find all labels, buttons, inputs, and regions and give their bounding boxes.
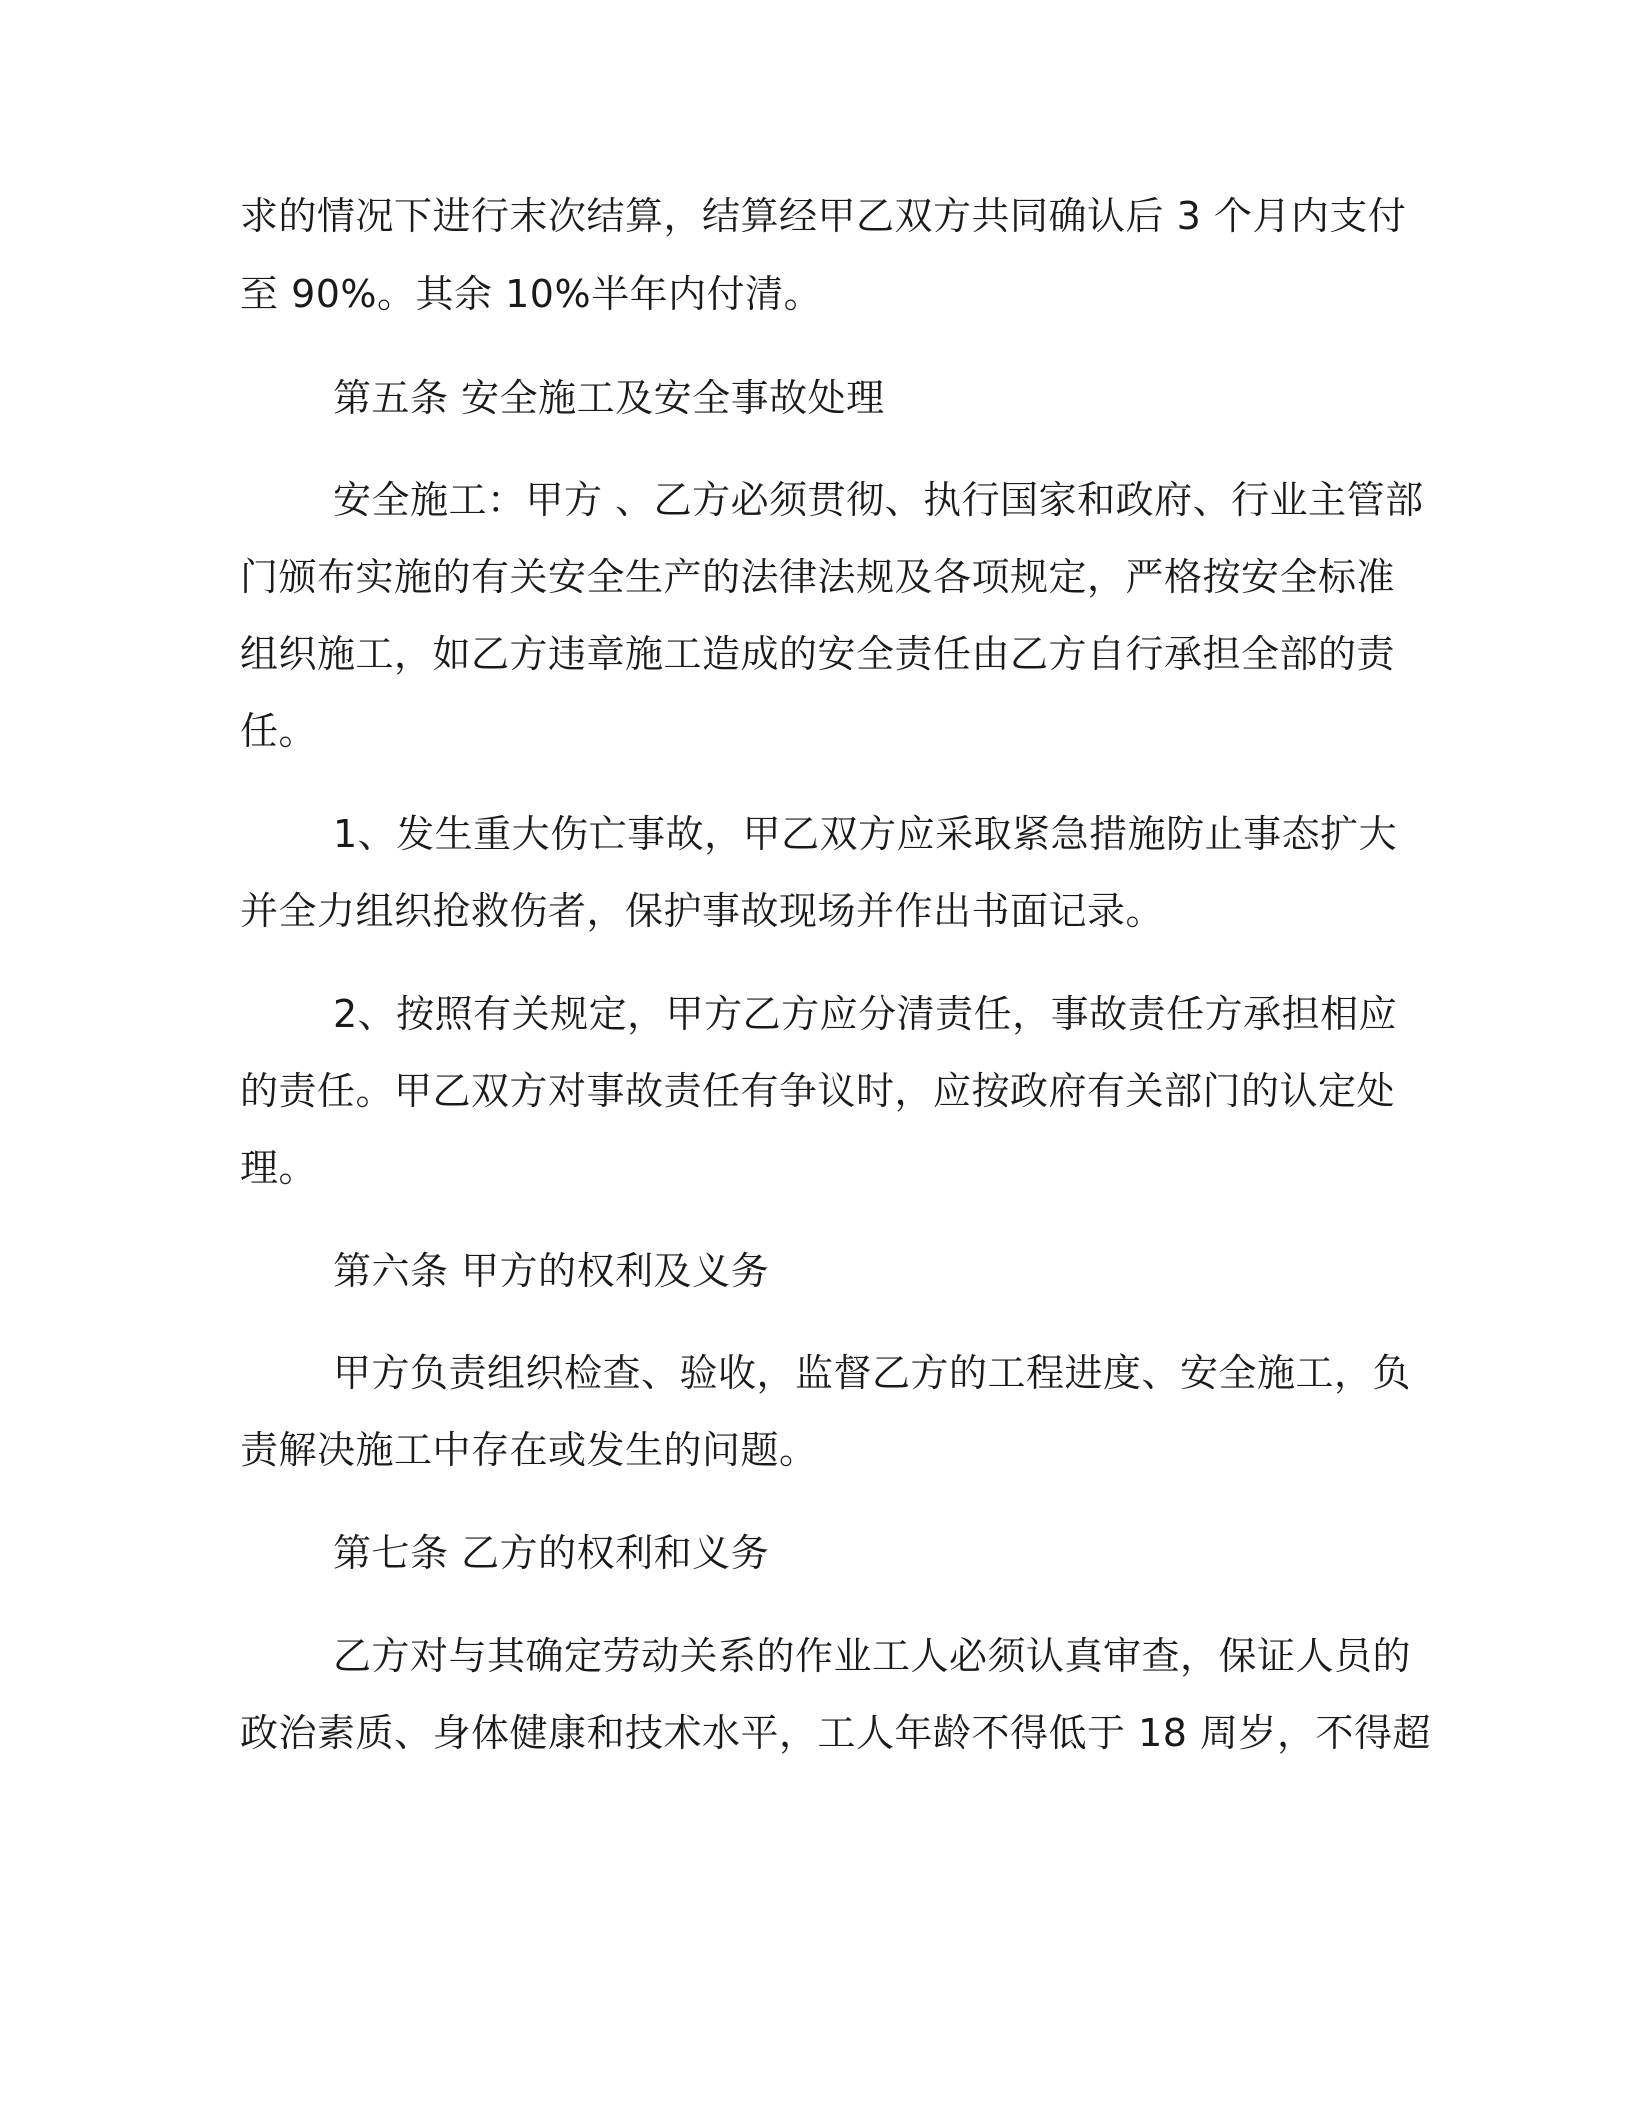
- paragraph-line: 求的情况下进行末次结算，结算经甲乙双方共同确认后 3 个月内支付: [240, 194, 1407, 238]
- list-item-line: 的责任。甲乙双方对事故责任有争议时，应按政府有关部门的认定处: [240, 1069, 1396, 1113]
- section-heading: 第五条 安全施工及安全事故处理: [333, 376, 885, 420]
- paragraph-line: 任。: [240, 709, 318, 753]
- section-heading: 第七条 乙方的权利和义务: [333, 1531, 770, 1575]
- paragraph-line: 安全施工：甲方 、乙方必须贯彻、执行国家和政府、行业主管部: [333, 478, 1424, 522]
- list-item-line: 理。: [240, 1146, 318, 1190]
- list-item-line: 2、按照有关规定，甲方乙方应分清责任，事故责任方承担相应: [333, 992, 1398, 1036]
- list-item-line: 1、发生重大伤亡事故，甲乙双方应采取紧急措施防止事态扩大: [333, 812, 1398, 856]
- paragraph-line: 组织施工，如乙方违章施工造成的安全责任由乙方自行承担全部的责: [240, 632, 1396, 676]
- paragraph-line: 责解决施工中存在或发生的问题。: [240, 1428, 818, 1472]
- section-heading: 第六条 甲方的权利及义务: [333, 1249, 770, 1293]
- paragraph-line: 甲方负责组织检查、验收，监督乙方的工程进度、安全施工，负: [333, 1351, 1412, 1395]
- paragraph-line: 至 90%。其余 10%半年内付清。: [240, 272, 823, 316]
- list-item-line: 并全力组织抢救伤者，保护事故现场并作出书面记录。: [240, 889, 1165, 933]
- paragraph-line: 门颁布实施的有关安全生产的法律法规及各项规定，严格按安全标准: [240, 555, 1396, 599]
- paragraph-line: 乙方对与其确定劳动关系的作业工人必须认真审查，保证人员的: [333, 1634, 1412, 1678]
- paragraph-line: 政治素质、身体健康和技术水平，工人年龄不得低于 18 周岁，不得超: [240, 1711, 1432, 1755]
